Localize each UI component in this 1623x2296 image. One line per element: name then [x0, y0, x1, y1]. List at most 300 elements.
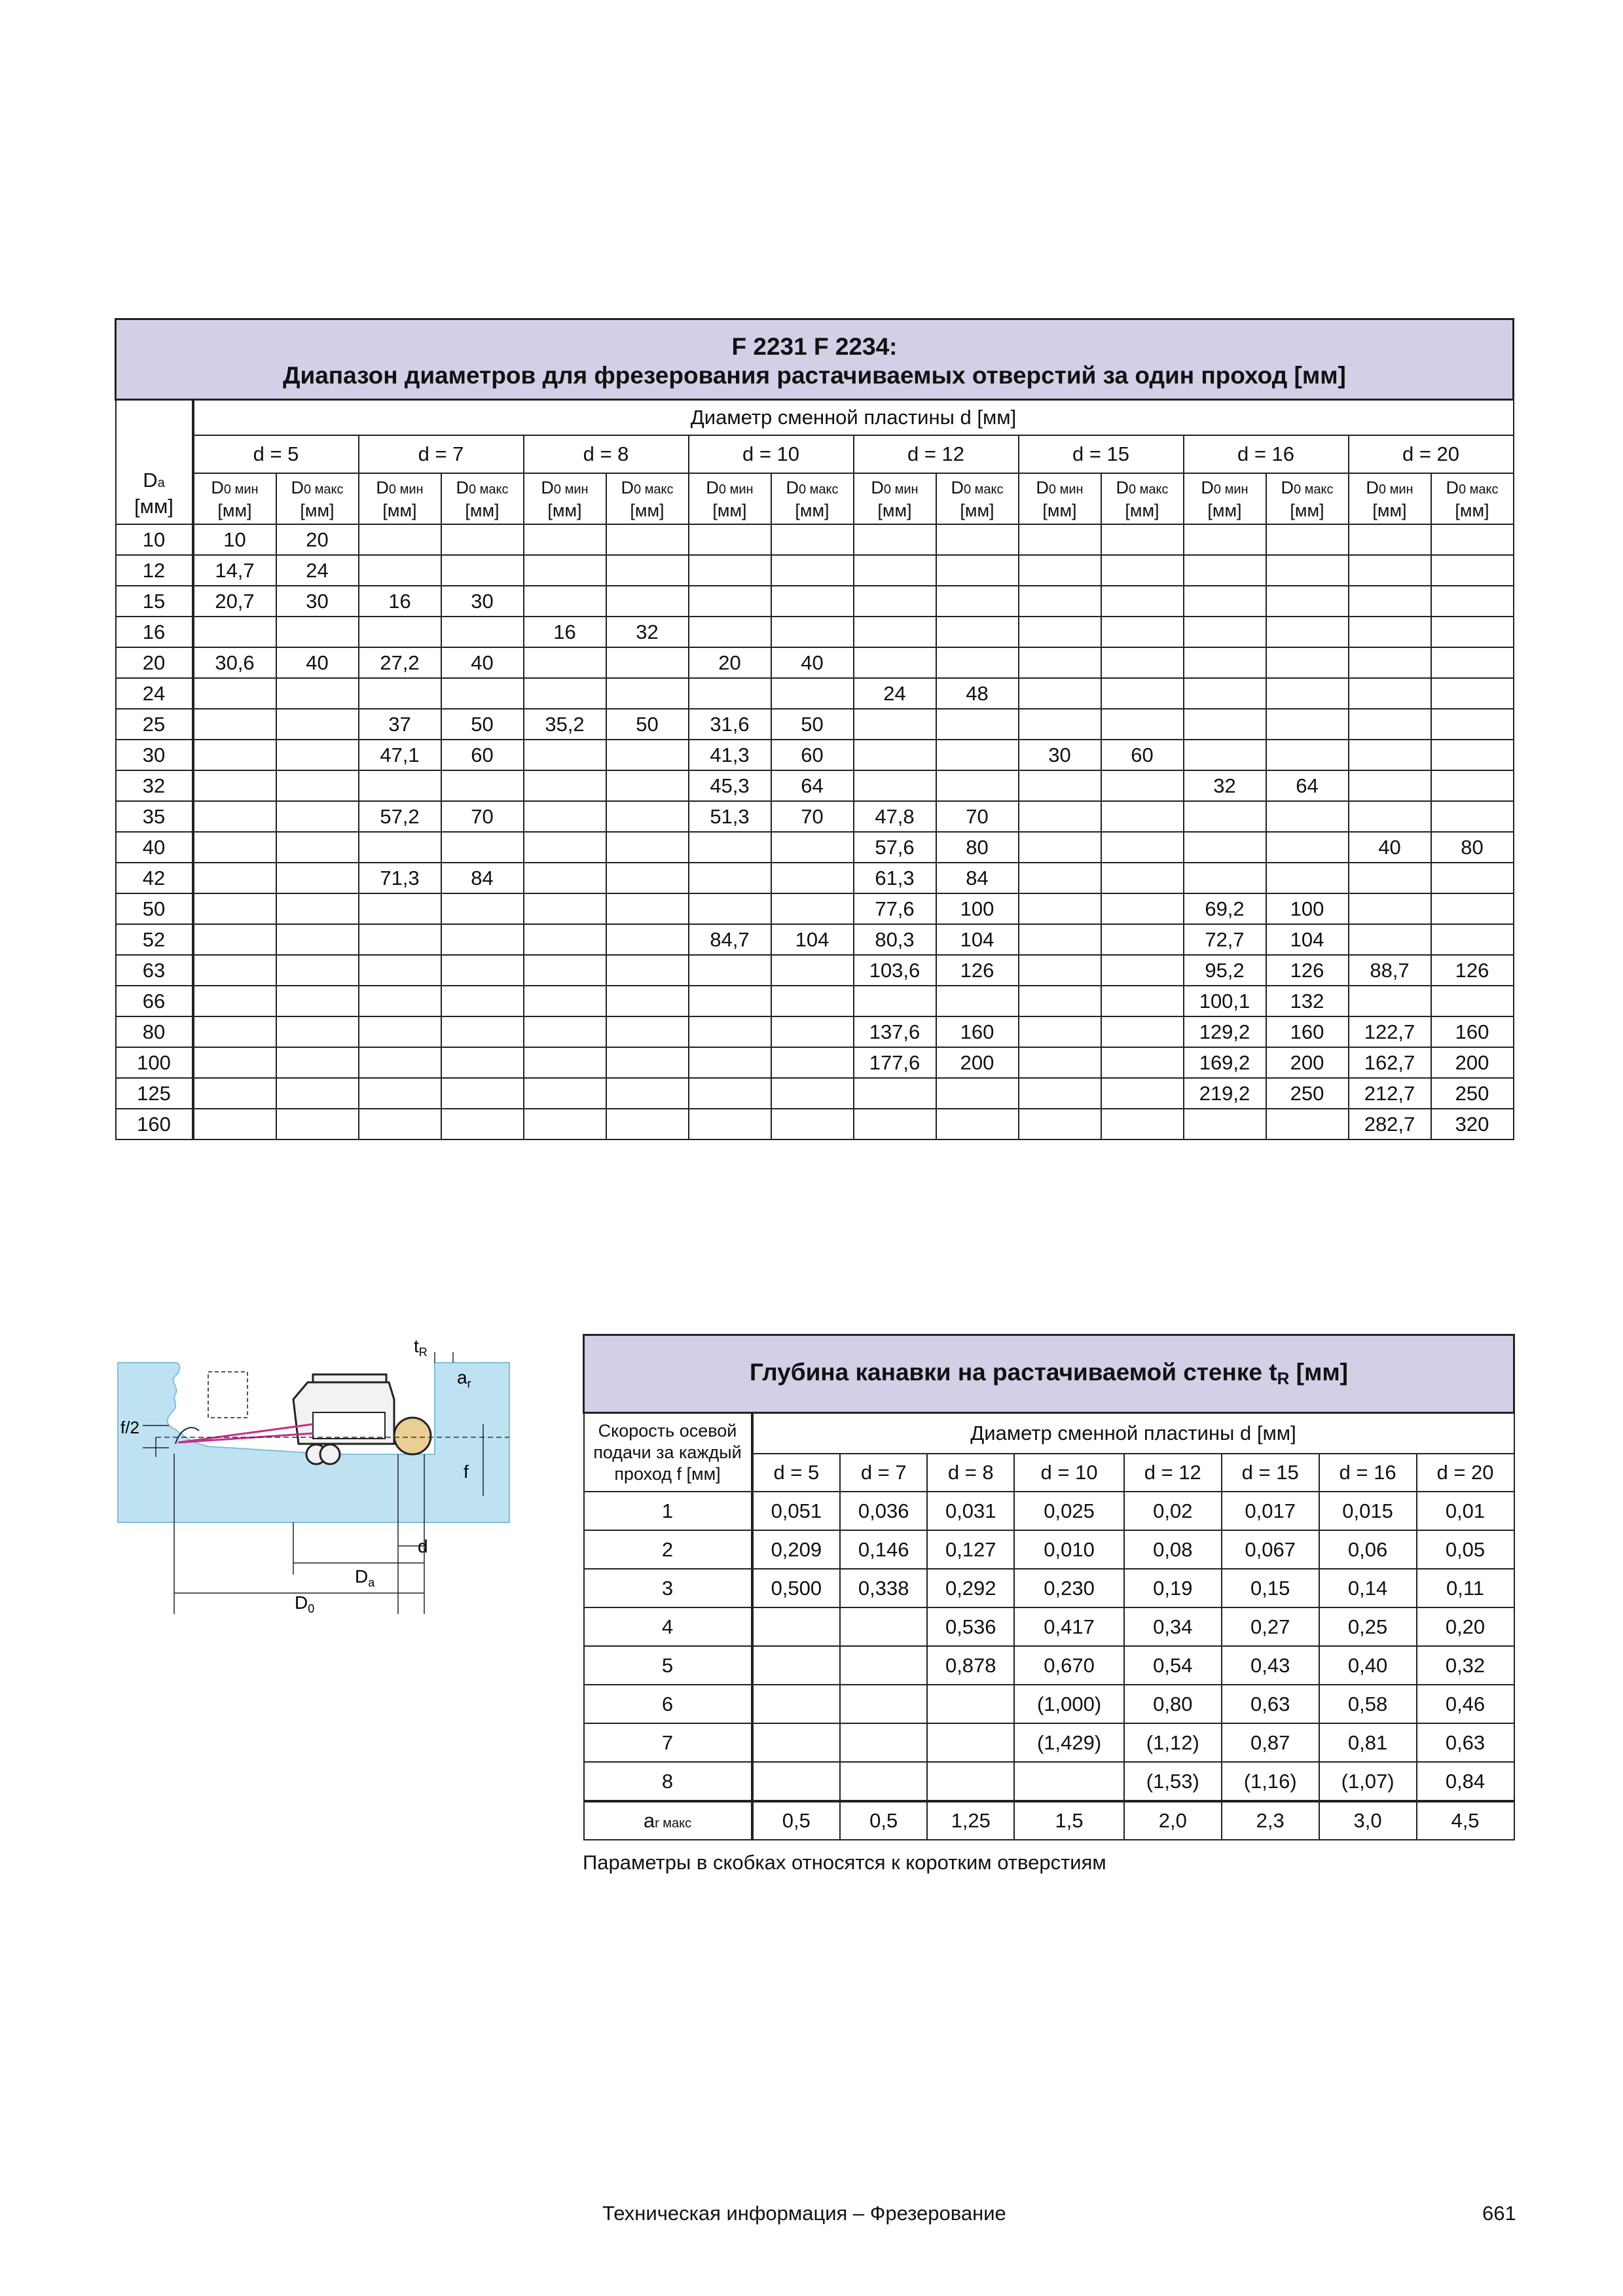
d0-value: [854, 1078, 936, 1109]
d0-value: [1019, 555, 1101, 586]
d0-value: 200: [1431, 1047, 1514, 1078]
da-label: D: [143, 469, 158, 492]
depth-value: 0,27: [1222, 1607, 1319, 1646]
da-value: 25: [116, 709, 193, 740]
table-row: [116, 617, 1514, 647]
label-Da: $D_a$: [355, 1566, 375, 1589]
d0-value: [441, 924, 524, 955]
depth-value: [927, 1723, 1014, 1762]
d0-value: [276, 801, 359, 832]
d0-value: [854, 617, 936, 647]
d0-value: 219,2: [1184, 1078, 1266, 1109]
d0-value: [606, 955, 689, 986]
d-group-header: d = 10: [1014, 1454, 1124, 1492]
d0-value: [1431, 647, 1514, 678]
d0-max-header: D0 макс [мм]: [771, 473, 854, 524]
d0-value: [359, 617, 441, 647]
d0-value: 100: [936, 893, 1019, 924]
label-tR: $t_R$: [414, 1336, 428, 1359]
d-group-header: d = 8: [524, 435, 689, 473]
table-row: [584, 1530, 1514, 1569]
d0-value: 104: [771, 924, 854, 955]
depth-value: 0,11: [1417, 1569, 1514, 1607]
d0-value: 47,1: [359, 740, 441, 770]
d0-value: 80,3: [854, 924, 936, 955]
d0-value: [441, 955, 524, 986]
da-value: 160: [116, 1109, 193, 1139]
d0-value: 212,7: [1349, 1078, 1431, 1109]
depth-value: 0,46: [1417, 1685, 1514, 1723]
d0-value: [1431, 555, 1514, 586]
d0-value: 61,3: [854, 863, 936, 893]
table2-title: [584, 1335, 1514, 1413]
d0-value: [936, 647, 1019, 678]
d0-value: [1101, 555, 1184, 586]
d0-value: 45,3: [689, 770, 771, 801]
d0-value: [193, 678, 276, 709]
d0-value: [276, 770, 359, 801]
table-row: [584, 1569, 1514, 1607]
d0-value: 32: [606, 617, 689, 647]
d0-value: [193, 955, 276, 986]
d0-value: [854, 986, 936, 1016]
d0-value: 250: [1266, 1078, 1349, 1109]
d0-value: [854, 647, 936, 678]
d0-value: [193, 986, 276, 1016]
depth-value: 0,84: [1417, 1762, 1514, 1801]
table-row: [116, 647, 1514, 678]
d0-value: 64: [1266, 770, 1349, 801]
d0-value: [1101, 1016, 1184, 1047]
depth-value: (1,000): [1014, 1685, 1124, 1723]
d0-value: [441, 770, 524, 801]
d0-value: [1184, 1109, 1266, 1139]
d0-value: [193, 1078, 276, 1109]
d-group-header: d = 5: [193, 435, 359, 473]
d0-value: [1101, 986, 1184, 1016]
feed-value: 6: [584, 1685, 752, 1723]
d0-value: [1184, 801, 1266, 832]
d0-value: [193, 770, 276, 801]
d0-value: [771, 1078, 854, 1109]
d0-value: 126: [1431, 955, 1514, 986]
d0-value: [1101, 863, 1184, 893]
table-row: [116, 1047, 1514, 1078]
d0-value: [276, 1078, 359, 1109]
d0-value: [1019, 678, 1101, 709]
d0-value: [1184, 647, 1266, 678]
d0-value: [689, 1047, 771, 1078]
d0-value: 162,7: [1349, 1047, 1431, 1078]
d0-value: 137,6: [854, 1016, 936, 1047]
depth-value: 0,58: [1319, 1685, 1417, 1723]
table-row: [116, 678, 1514, 709]
d0-value: [689, 617, 771, 647]
label-d: d: [418, 1536, 428, 1556]
d0-max-header: D0 макс [мм]: [936, 473, 1019, 524]
d0-value: [1431, 709, 1514, 740]
feed-value: 5: [584, 1646, 752, 1685]
d0-value: [193, 617, 276, 647]
da-value: 52: [116, 924, 193, 955]
d0-value: 169,2: [1184, 1047, 1266, 1078]
d0-value: [1431, 770, 1514, 801]
d0-value: [441, 678, 524, 709]
d0-value: [1019, 924, 1101, 955]
d0-value: 84,7: [689, 924, 771, 955]
d0-value: [689, 1109, 771, 1139]
d0-value: [1431, 893, 1514, 924]
table2-title-sub: R: [1277, 1369, 1290, 1388]
d0-value: 20: [276, 524, 359, 555]
d0-value: [1431, 678, 1514, 709]
depth-value: 0,500: [752, 1569, 841, 1607]
d0-value: [524, 740, 606, 770]
d0-value: [1019, 617, 1101, 647]
d0-value: [1184, 678, 1266, 709]
da-value: 30: [116, 740, 193, 770]
bore-outline: [208, 1372, 247, 1418]
d0-value: 70: [936, 801, 1019, 832]
d0-value: 60: [441, 740, 524, 770]
depth-value: 0,80: [1124, 1685, 1222, 1723]
diameter-range-table: [115, 318, 1514, 1140]
d0-value: 60: [771, 740, 854, 770]
d0-value: [771, 678, 854, 709]
d0-value: [359, 832, 441, 863]
table-row: [116, 586, 1514, 617]
d0-value: [1019, 1016, 1101, 1047]
d0-value: [1101, 1047, 1184, 1078]
d0-value: [1101, 1078, 1184, 1109]
d-group-header: d = 12: [1124, 1454, 1222, 1492]
d0-value: 177,6: [854, 1047, 936, 1078]
table-row: [116, 955, 1514, 986]
ar-max-label: ar макс: [584, 1801, 752, 1840]
d0-value: [524, 647, 606, 678]
d0-value: [606, 678, 689, 709]
d0-value: [854, 740, 936, 770]
feed-value: 7: [584, 1723, 752, 1762]
d0-max-header: D0 макс [мм]: [1266, 473, 1349, 524]
d0-value: [606, 770, 689, 801]
d0-value: [441, 1109, 524, 1139]
d0-value: [524, 524, 606, 555]
footer-text: Техническая информация – Фрезерование: [602, 2202, 1006, 2225]
d0-value: [193, 1109, 276, 1139]
d0-value: [441, 555, 524, 586]
d-group-header: d = 20: [1349, 435, 1514, 473]
d0-value: [854, 555, 936, 586]
d0-value: [1431, 524, 1514, 555]
d0-value: [1349, 647, 1431, 678]
d0-value: [1101, 678, 1184, 709]
d0-value: [1266, 617, 1349, 647]
d0-value: [1266, 709, 1349, 740]
d0-value: 47,8: [854, 801, 936, 832]
d0-value: [1184, 740, 1266, 770]
d0-value: [1266, 647, 1349, 678]
depth-value: 0,19: [1124, 1569, 1222, 1607]
d0-value: [524, 770, 606, 801]
d0-value: [1019, 1047, 1101, 1078]
d0-value: [1431, 924, 1514, 955]
d0-value: 50: [771, 709, 854, 740]
d0-value: [689, 893, 771, 924]
d0-value: [854, 770, 936, 801]
depth-value: 0,32: [1417, 1646, 1514, 1685]
d0-value: [441, 1078, 524, 1109]
d0-value: [1101, 955, 1184, 986]
d0-min-header: D0 мин [мм]: [1019, 473, 1101, 524]
d0-value: 70: [771, 801, 854, 832]
depth-value: [752, 1723, 841, 1762]
depth-value: [840, 1607, 927, 1646]
d0-value: 126: [1266, 955, 1349, 986]
d0-value: [854, 709, 936, 740]
d0-value: [771, 555, 854, 586]
d0-value: 41,3: [689, 740, 771, 770]
d0-value: [1431, 740, 1514, 770]
d0-value: [606, 924, 689, 955]
d0-value: [771, 1109, 854, 1139]
d0-value: [1266, 801, 1349, 832]
da-value: 100: [116, 1047, 193, 1078]
d0-value: [1019, 647, 1101, 678]
table-row: [116, 801, 1514, 832]
d0-value: [193, 832, 276, 863]
depth-value: 0,05: [1417, 1530, 1514, 1569]
d0-value: 16: [359, 586, 441, 617]
depth-value: 0,25: [1319, 1607, 1417, 1646]
d-group-header: d = 15: [1222, 1454, 1319, 1492]
d0-value: [524, 801, 606, 832]
label-D0: $D_0$: [295, 1592, 315, 1614]
ar-max-value: 1,25: [927, 1801, 1014, 1840]
d0-max-header: D0 макс [мм]: [276, 473, 359, 524]
da-value: 10: [116, 524, 193, 555]
depth-value: 0,08: [1124, 1530, 1222, 1569]
d0-value: [1349, 893, 1431, 924]
table-row: [116, 1109, 1514, 1139]
da-value: 32: [116, 770, 193, 801]
d0-value: [1101, 647, 1184, 678]
d0-value: [1266, 1109, 1349, 1139]
d0-value: [1019, 863, 1101, 893]
table-row: [116, 555, 1514, 586]
depth-value: 0,87: [1222, 1723, 1319, 1762]
d0-value: [193, 709, 276, 740]
d0-value: [771, 1016, 854, 1047]
insert-diameter-header-2: Диаметр сменной пластины d [мм]: [752, 1413, 1514, 1454]
d0-value: [1266, 678, 1349, 709]
d-group-header: d = 16: [1319, 1454, 1417, 1492]
depth-value: 0,292: [927, 1569, 1014, 1607]
d0-value: 27,2: [359, 647, 441, 678]
d0-value: [936, 1109, 1019, 1139]
depth-value: [927, 1762, 1014, 1801]
feed-value: 8: [584, 1762, 752, 1801]
d0-value: [689, 832, 771, 863]
table-row: [116, 524, 1514, 555]
d0-value: [689, 863, 771, 893]
table-row: [584, 1723, 1514, 1762]
d0-value: [1431, 801, 1514, 832]
d0-value: [606, 1016, 689, 1047]
d0-value: [1349, 617, 1431, 647]
d0-value: [1266, 740, 1349, 770]
d0-value: [1101, 524, 1184, 555]
d0-value: 160: [936, 1016, 1019, 1047]
d0-value: [524, 1047, 606, 1078]
d0-min-header: D0 мин [мм]: [854, 473, 936, 524]
d0-value: 72,7: [1184, 924, 1266, 955]
table1-title-line2: Диапазон диаметров для фрезерования растачиваемых отверстий за один проход [мм]: [283, 362, 1346, 389]
d0-max-header: D0 макс [мм]: [1101, 473, 1184, 524]
depth-value: 0,02: [1124, 1492, 1222, 1530]
d0-value: 24: [854, 678, 936, 709]
feed-header: Скорость осевой подачи за каждый проход f [мм]: [584, 1413, 752, 1492]
d0-value: [1101, 709, 1184, 740]
d0-value: [1349, 678, 1431, 709]
d0-value: [606, 832, 689, 863]
d0-value: [1349, 740, 1431, 770]
d0-value: [276, 1109, 359, 1139]
d-group-header: d = 10: [689, 435, 854, 473]
d0-value: [854, 586, 936, 617]
d0-value: 10: [193, 524, 276, 555]
da-value: 63: [116, 955, 193, 986]
da-value: 40: [116, 832, 193, 863]
d0-value: 100,1: [1184, 986, 1266, 1016]
depth-value: 0,067: [1222, 1530, 1319, 1569]
d-group-header: d = 7: [840, 1454, 927, 1492]
depth-value: 0,015: [1319, 1492, 1417, 1530]
depth-value: 0,417: [1014, 1607, 1124, 1646]
ar-max-value: 0,5: [840, 1801, 927, 1840]
depth-value: (1,07): [1319, 1762, 1417, 1801]
d0-value: [936, 1078, 1019, 1109]
d0-value: [1019, 832, 1101, 863]
d0-value: [1349, 924, 1431, 955]
table2-title-text: Глубина канавки на растачиваемой стенке t: [749, 1359, 1277, 1386]
d0-value: [193, 801, 276, 832]
d0-value: [276, 1047, 359, 1078]
d0-value: 24: [276, 555, 359, 586]
d0-value: 48: [936, 678, 1019, 709]
d0-value: 40: [771, 647, 854, 678]
d0-value: [276, 617, 359, 647]
d0-value: [1019, 586, 1101, 617]
d0-value: [1349, 801, 1431, 832]
d0-value: [193, 1016, 276, 1047]
depth-value: 0,01: [1417, 1492, 1514, 1530]
d0-value: [606, 555, 689, 586]
d0-value: 160: [1431, 1016, 1514, 1047]
d0-value: [1101, 893, 1184, 924]
d0-value: [193, 1047, 276, 1078]
d0-value: 40: [441, 647, 524, 678]
d0-value: [524, 555, 606, 586]
da-sub: a: [157, 476, 165, 490]
d0-value: [524, 955, 606, 986]
d0-value: [936, 770, 1019, 801]
d0-value: [524, 1016, 606, 1047]
d0-value: 50: [441, 709, 524, 740]
d0-min-header: D0 мин [мм]: [689, 473, 771, 524]
d0-value: [1349, 863, 1431, 893]
d0-value: [524, 893, 606, 924]
d0-value: [936, 617, 1019, 647]
d0-value: [524, 986, 606, 1016]
depth-value: 0,209: [752, 1530, 841, 1569]
depth-value: 0,010: [1014, 1530, 1124, 1569]
d0-value: [1266, 863, 1349, 893]
label-f2: f/2: [120, 1418, 139, 1437]
d0-value: 32: [1184, 770, 1266, 801]
d0-value: [1019, 801, 1101, 832]
depth-value: 0,54: [1124, 1646, 1222, 1685]
ar-max-row: [584, 1801, 1514, 1840]
depth-value: [752, 1685, 841, 1723]
d0-value: [606, 801, 689, 832]
d0-value: 104: [936, 924, 1019, 955]
d0-value: [441, 1016, 524, 1047]
depth-value: 0,036: [840, 1492, 927, 1530]
d0-value: [771, 863, 854, 893]
d0-value: [441, 893, 524, 924]
ar-max-value: 3,0: [1319, 1801, 1417, 1840]
d0-value: [1019, 709, 1101, 740]
d0-value: [1101, 1109, 1184, 1139]
d0-value: [441, 524, 524, 555]
d0-value: [606, 1109, 689, 1139]
magenta-lines: [178, 1424, 313, 1443]
d0-value: [359, 1078, 441, 1109]
d0-value: 77,6: [854, 893, 936, 924]
d0-value: [276, 709, 359, 740]
feed-value: 1: [584, 1492, 752, 1530]
d0-value: [1184, 709, 1266, 740]
depth-value: 0,025: [1014, 1492, 1124, 1530]
d0-value: 16: [524, 617, 606, 647]
depth-value: 0,146: [840, 1530, 927, 1569]
d0-value: [1019, 955, 1101, 986]
d0-value: 103,6: [854, 955, 936, 986]
d0-value: [771, 832, 854, 863]
da-value: 42: [116, 863, 193, 893]
label-ar: $a_r$: [457, 1367, 471, 1390]
d0-value: [1349, 524, 1431, 555]
label-f: f: [464, 1462, 469, 1482]
da-header: [116, 400, 193, 525]
footnote: Параметры в скобках относятся к коротким отверстиям: [583, 1851, 1106, 1874]
d0-value: [1266, 832, 1349, 863]
d0-value: [689, 1016, 771, 1047]
d0-value: [524, 1078, 606, 1109]
d0-max-header: D0 макс [мм]: [606, 473, 689, 524]
depth-value: 0,15: [1222, 1569, 1319, 1607]
table1-title: [116, 319, 1514, 400]
d0-value: [1019, 893, 1101, 924]
d0-value: 200: [1266, 1047, 1349, 1078]
d0-value: [1266, 555, 1349, 586]
da-value: 20: [116, 647, 193, 678]
depth-value: 0,14: [1319, 1569, 1417, 1607]
depth-value: 0,63: [1222, 1685, 1319, 1723]
d0-value: [936, 986, 1019, 1016]
da-value: 12: [116, 555, 193, 586]
